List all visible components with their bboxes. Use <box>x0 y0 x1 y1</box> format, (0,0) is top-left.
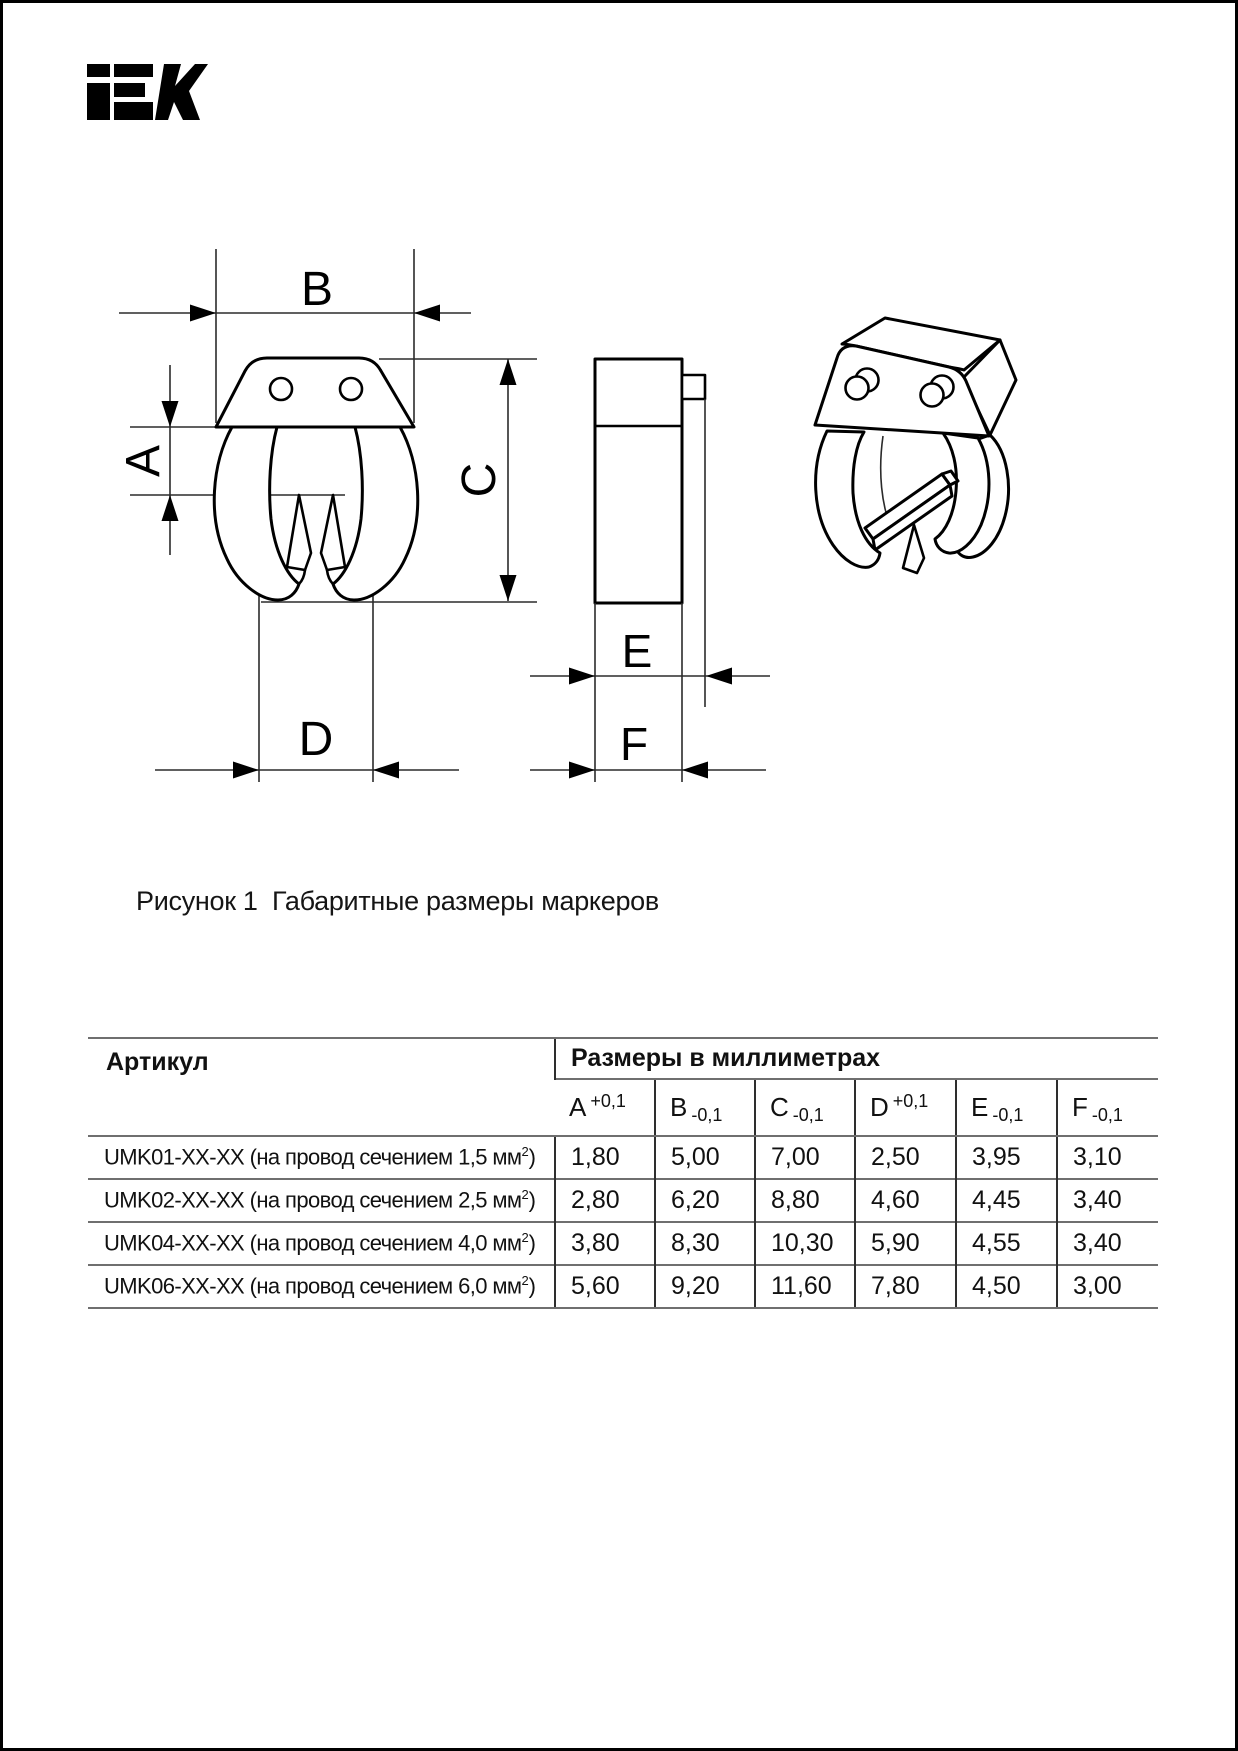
size-column-tolerance: -0,1 <box>1091 1105 1123 1125</box>
table-row <box>88 1179 1158 1222</box>
dimension-e-label: E <box>621 625 653 677</box>
size-column-header <box>555 1079 655 1136</box>
value-cell: 4,55 <box>956 1222 1057 1265</box>
table-body <box>88 1136 1158 1308</box>
size-column-letter: A <box>569 1092 587 1122</box>
marker-head <box>216 358 414 427</box>
article-cell: UMK04-XX-XX (на провод сечением 4,0 $мм^2$) <box>88 1222 555 1265</box>
value-cell: 8,80 <box>755 1179 855 1222</box>
size-column-tolerance: -0,1 <box>691 1105 723 1125</box>
dimensions-table <box>88 1037 1158 1309</box>
value-cell: 5,00 <box>655 1136 755 1179</box>
sizes-header: Размеры в миллиметрах <box>555 1038 1158 1079</box>
side-tab <box>682 375 705 399</box>
value-cell: 7,80 <box>855 1265 956 1308</box>
article-cell: UMK06-XX-XX (на провод сечением 6,0 $мм^2$) <box>88 1265 555 1308</box>
dimension-d-label: D <box>298 713 334 766</box>
size-column-header <box>1057 1079 1158 1136</box>
side-view <box>530 359 770 782</box>
size-column-header <box>855 1079 956 1136</box>
value-cell: 10,30 <box>755 1222 855 1265</box>
dimension-b-label: B <box>300 263 334 316</box>
dimension-a-label: A <box>117 444 170 478</box>
table-row <box>88 1265 1158 1308</box>
size-column-letter: C <box>770 1092 789 1122</box>
article-cell: UMK01-XX-XX (на провод сечением 1,5 $мм^2$) <box>88 1136 555 1179</box>
value-cell: 7,00 <box>755 1136 855 1179</box>
value-cell: 2,50 <box>855 1136 956 1179</box>
value-cell: 2,80 <box>555 1179 655 1222</box>
front-view <box>214 358 417 600</box>
size-column-letter: E <box>971 1092 989 1122</box>
value-cell: 8,30 <box>655 1222 755 1265</box>
value-cell: 9,20 <box>655 1265 755 1308</box>
value-cell: 3,40 <box>1057 1179 1158 1222</box>
marker-left-leg <box>214 427 299 600</box>
dimension-f-label: F <box>619 718 649 770</box>
side-body <box>595 359 682 603</box>
value-cell: 4,60 <box>855 1179 956 1222</box>
marker-right-leg <box>333 427 418 600</box>
value-cell: 3,00 <box>1057 1265 1158 1308</box>
size-column-tolerance: -0,1 <box>992 1105 1024 1125</box>
size-column-header <box>755 1079 855 1136</box>
size-column-letter: B <box>670 1092 688 1122</box>
marker-right-prong <box>321 495 345 570</box>
table-header-row <box>88 1038 1158 1079</box>
dimension-c-label: C <box>453 462 506 498</box>
size-column-tolerance: -0,1 <box>792 1105 824 1125</box>
value-cell: 3,95 <box>956 1136 1057 1179</box>
article-cell: UMK02-XX-XX (на провод сечением 2,5 $мм^2$) <box>88 1179 555 1222</box>
marker-hole <box>340 378 362 400</box>
size-column-letter: D <box>870 1092 889 1122</box>
figure-caption: Рисунок 1 Габаритные размеры маркеров <box>136 886 659 916</box>
value-cell: 3,80 <box>555 1222 655 1265</box>
table-row <box>88 1136 1158 1179</box>
value-cell: 3,10 <box>1057 1136 1158 1179</box>
value-cell: 3,40 <box>1057 1222 1158 1265</box>
value-cell: 4,45 <box>956 1179 1057 1222</box>
value-cell: 4,50 <box>956 1265 1057 1308</box>
figure-drawing <box>3 3 1238 803</box>
size-column-header <box>956 1079 1057 1136</box>
value-cell: 1,80 <box>555 1136 655 1179</box>
table-row <box>88 1222 1158 1265</box>
isometric-view <box>815 318 1016 573</box>
value-cell: 11,60 <box>755 1265 855 1308</box>
size-column-header <box>655 1079 755 1136</box>
marker-left-prong <box>287 495 311 570</box>
size-column-tolerance: +0,1 <box>892 1091 929 1111</box>
value-cell: 5,60 <box>555 1265 655 1308</box>
size-column-letter: F <box>1072 1092 1088 1122</box>
value-cell: 6,20 <box>655 1179 755 1222</box>
value-cell: 5,90 <box>855 1222 956 1265</box>
article-header: Артикул <box>88 1038 555 1136</box>
size-column-tolerance: +0,1 <box>590 1091 626 1111</box>
marker-hole <box>270 378 292 400</box>
